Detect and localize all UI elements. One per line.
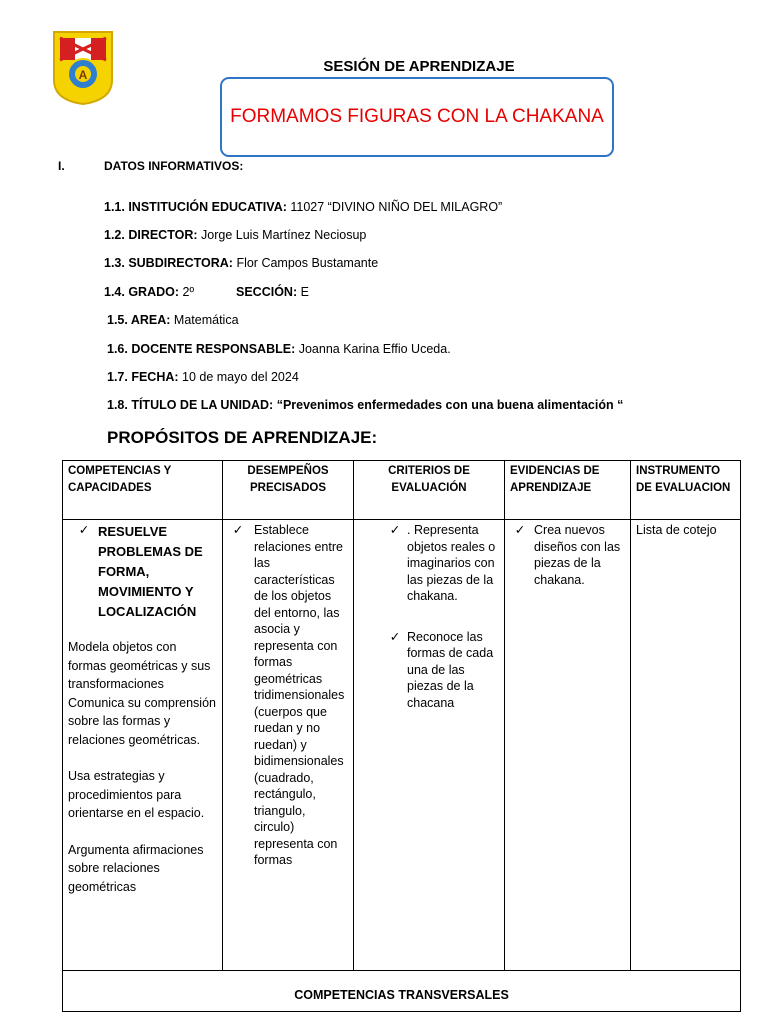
session-title: SESIÓN DE APRENDIZAJE: [323, 58, 515, 75]
info-unidad: [107, 398, 623, 412]
info-value: 2º: [179, 285, 195, 299]
info-seccion: [236, 285, 309, 299]
info-label: 1.3. SUBDIRECTORA:: [104, 256, 233, 270]
info-label: 1.6. DOCENTE RESPONSABLE:: [107, 342, 296, 356]
info-docente: [107, 342, 451, 356]
info-value: 10 de mayo del 2024: [178, 370, 299, 384]
table-row: [63, 520, 741, 971]
info-label: 1.7. FECHA:: [107, 370, 179, 384]
competencia-title: RESUELVE PROBLEMAS DE FORMA, MOVIMIENTO Y LOCALIZACIÓN: [98, 524, 203, 619]
cell-criterios: [354, 520, 505, 971]
header-competencias: COMPETENCIAS Y CAPACIDADES: [63, 461, 223, 520]
info-label: 1.8. TÍTULO DE LA UNIDAD:: [107, 398, 274, 412]
check-icon: ✓: [514, 523, 526, 537]
cell-instrumento: Lista de cotejo: [631, 520, 741, 971]
info-value: Joanna Karina Effio Uceda.: [295, 342, 451, 356]
cell-competencias: [63, 520, 223, 971]
criterio-text: Reconoce las formas de cada una de las piezas de la chacana: [407, 629, 494, 710]
info-institucion: [104, 200, 502, 214]
check-icon: ✓: [389, 523, 401, 537]
info-value: Matemática: [170, 313, 239, 327]
capacidad-item: Usa estrategias y procedimientos para orientarse en el espacio.: [68, 769, 205, 820]
info-value: Flor Campos Bustamante: [232, 256, 379, 270]
info-label: SECCIÓN:: [236, 285, 298, 299]
transversales-row: [63, 971, 741, 1012]
check-icon: ✓: [389, 629, 401, 644]
info-label: 1.5. AREA:: [107, 313, 171, 327]
capacidad-item: Argumenta afirmaciones sobre relaciones geométricas: [68, 842, 204, 894]
header-instrumento: INSTRUMENTO DE EVALUACION: [631, 461, 741, 520]
header-criterios: CRITERIOS DE EVALUACIÓN: [354, 461, 505, 520]
info-label: 1.1. INSTITUCIÓN EDUCATIVA:: [104, 200, 287, 214]
info-label: 1.2. DIRECTOR:: [104, 228, 198, 242]
criterio-text: . Representa objetos reales o imaginarios con las piezas de la chakana.: [407, 523, 496, 603]
info-label: 1.4. GRADO:: [104, 285, 180, 299]
lesson-title: FORMAMOS FIGURAS CON LA CHAKANA: [230, 106, 604, 127]
section-number: I.: [58, 159, 65, 173]
cell-desempeno: [223, 520, 354, 971]
cell-evidencia: [505, 520, 631, 971]
info-director: [104, 228, 366, 242]
logo-letter: A: [78, 68, 88, 82]
check-icon: ✓: [78, 523, 90, 537]
header-evidencias: EVIDENCIAS DE APRENDIZAJE: [505, 461, 631, 520]
header-desempenos: DESEMPEÑOS PRECISADOS: [223, 461, 354, 520]
info-value: Jorge Luis Martínez Neciosup: [197, 228, 367, 242]
propositos-title: PROPÓSITOS DE APRENDIZAJE:: [107, 428, 378, 447]
info-grado: [104, 285, 194, 299]
info-value: 11027 “DIVINO NIÑO DEL MILAGRO”: [286, 200, 503, 214]
section-title: DATOS INFORMATIVOS:: [104, 159, 244, 173]
info-fecha: [107, 370, 299, 384]
info-area: [107, 313, 239, 327]
info-subdirectora: [104, 256, 378, 270]
table-header-row: [63, 461, 741, 520]
capacidad-item: Modela objetos con formas geométricas y sus transformaciones Comunica su comprensión sobre las formas y relaciones geométricas.: [68, 640, 216, 747]
info-value: “Prevenimos enfermedades con una buena alimentación “: [273, 398, 624, 412]
desempeno-text: Establece relaciones entre las características de los objetos del entorno, las asocia y representa con formas geométricas tridimensionales (cuerpos que ruedan y no ruedan) y bidimensionales (cuadrado, rectángulo, triangulo, circulo) representa con formas: [254, 523, 345, 867]
info-value: E: [297, 285, 309, 299]
transversales-title: COMPETENCIAS TRANSVERSALES: [63, 971, 741, 1012]
evidencia-text: Crea nuevos diseños con las piezas de la chakana.: [534, 523, 621, 587]
check-icon: ✓: [232, 523, 244, 537]
propositos-table: [62, 460, 741, 1012]
